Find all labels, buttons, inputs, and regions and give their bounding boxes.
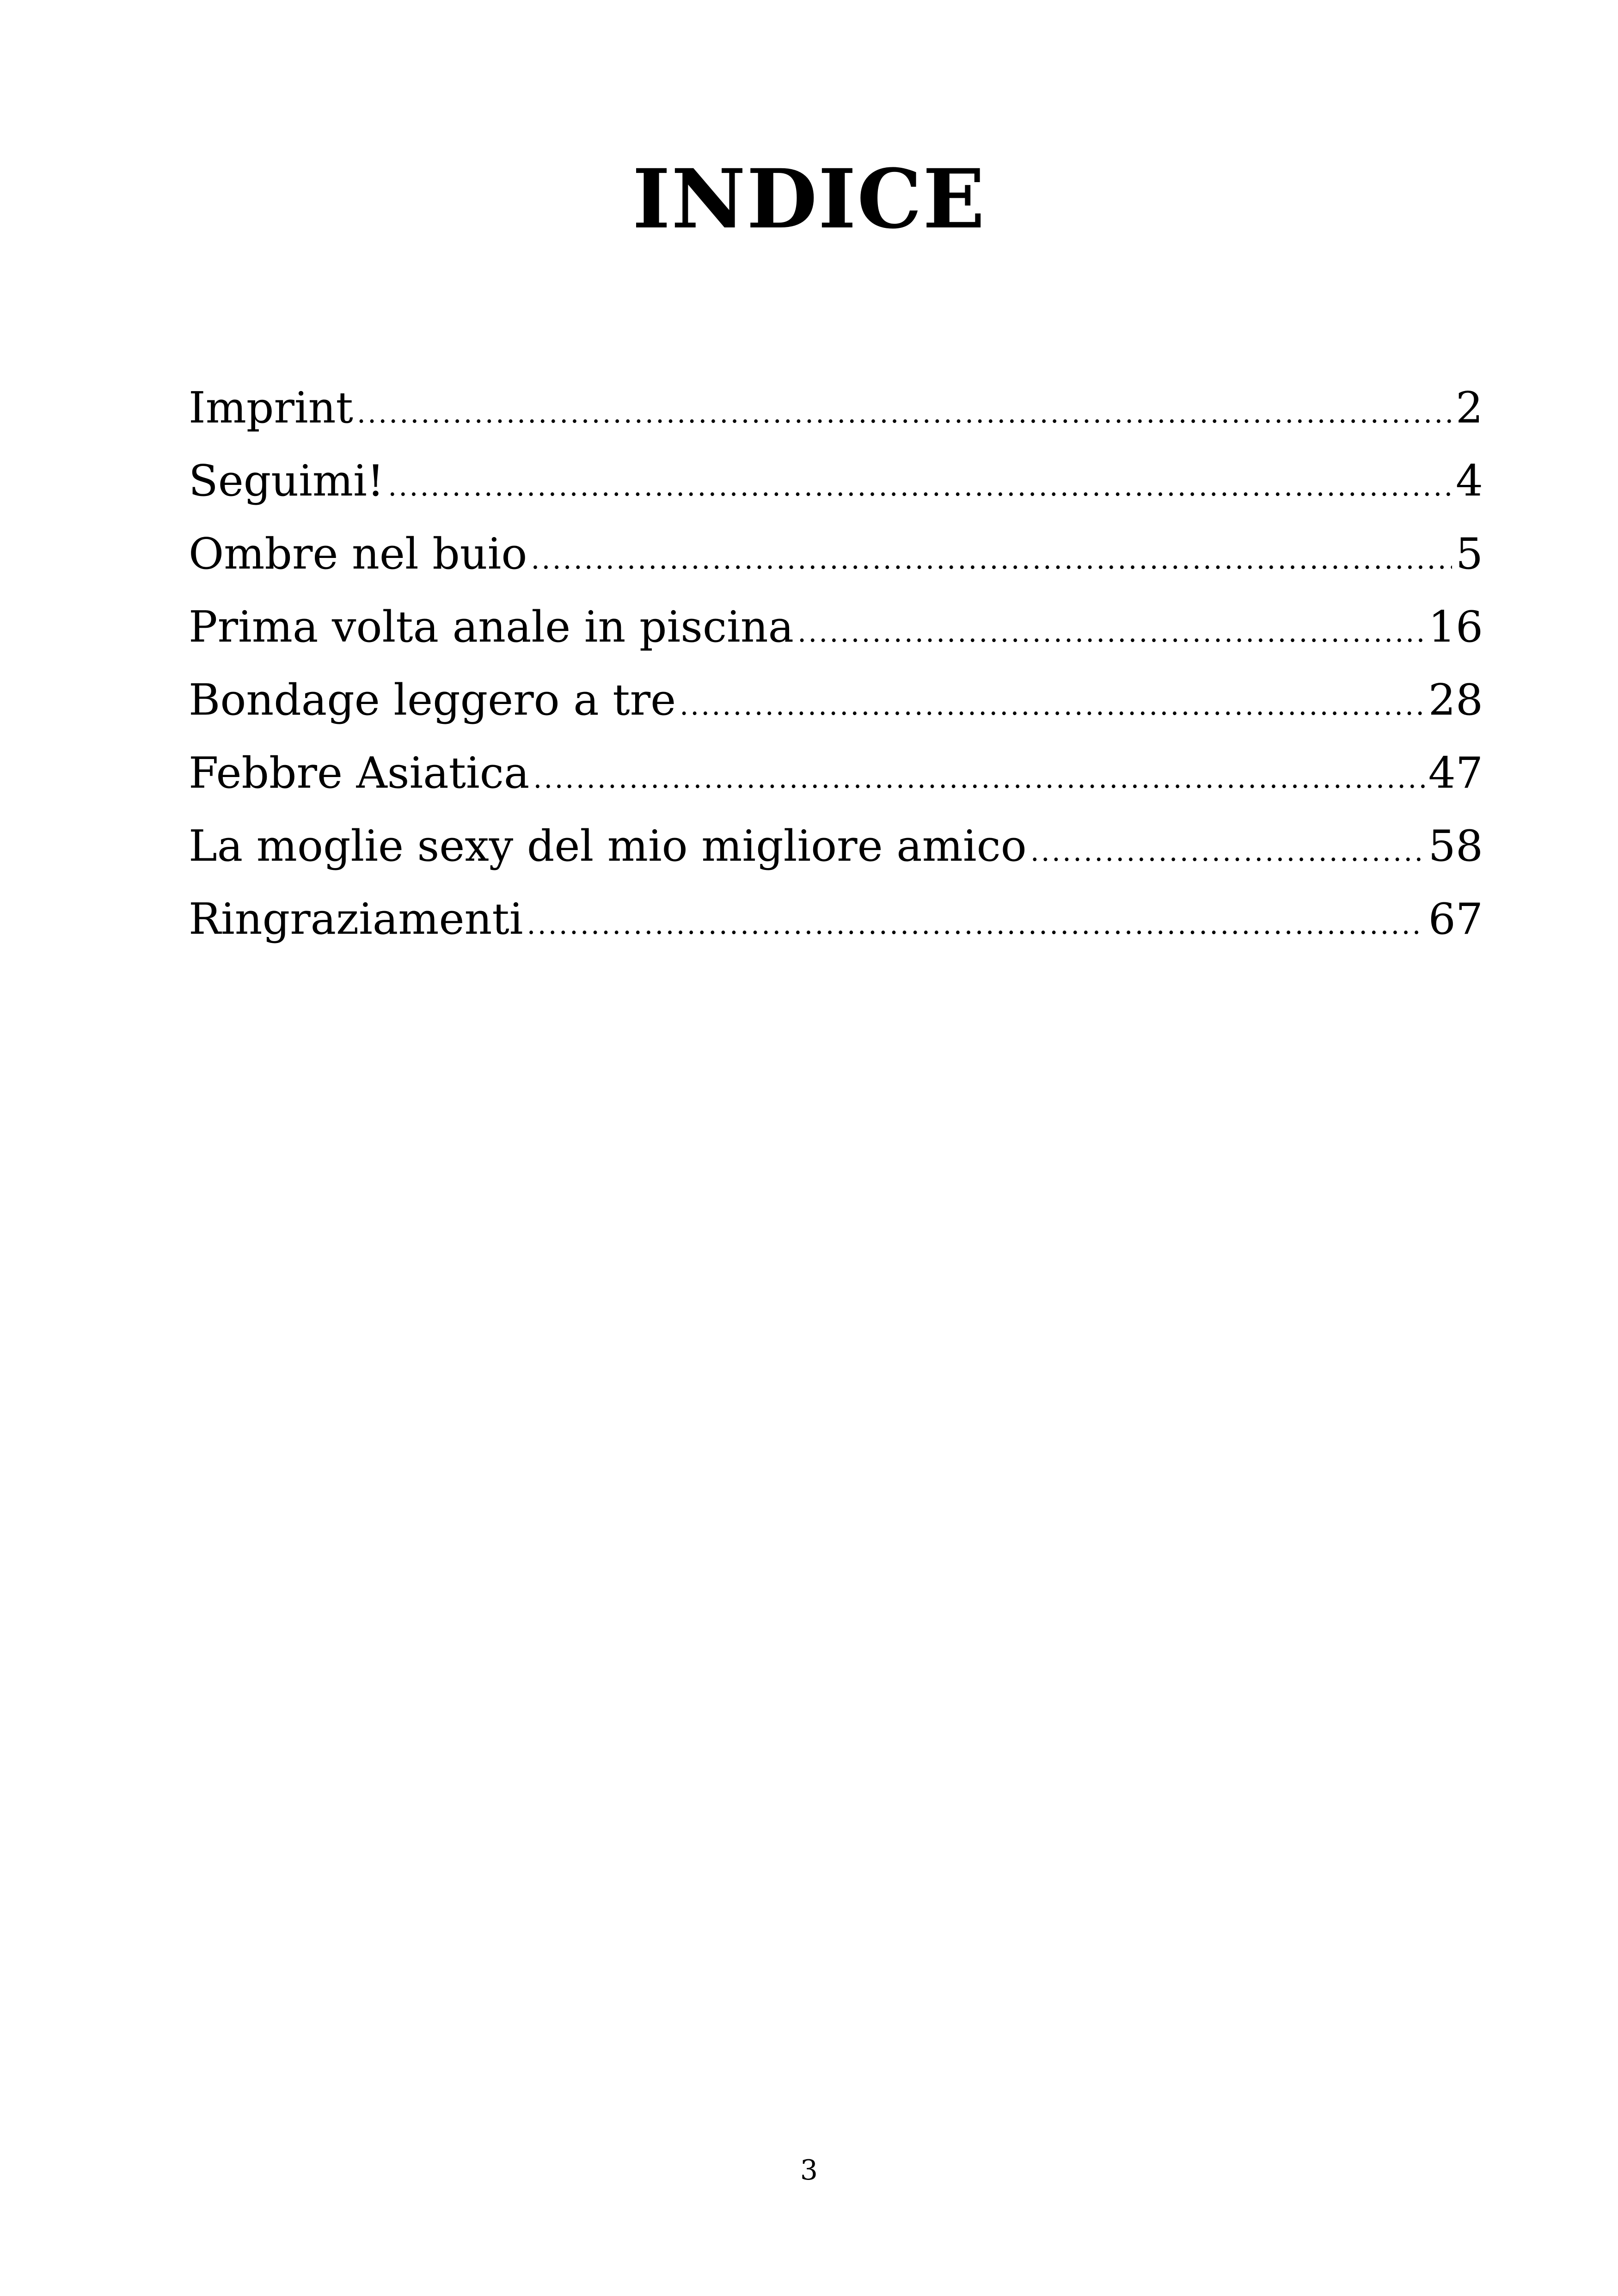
- toc-entry-page: 2: [1455, 383, 1483, 433]
- toc-entry-label: Prima volta anale in piscina: [189, 602, 794, 652]
- toc-entry-page: 16: [1428, 602, 1483, 652]
- toc-entry-prima-volta[interactable]: [189, 590, 1483, 663]
- page-title: INDICE: [632, 151, 986, 247]
- toc-entry-label: La moglie sexy del mio migliore amico: [189, 821, 1027, 871]
- toc-entry-label: Seguimi!: [189, 456, 385, 506]
- toc-entry-page: 28: [1428, 675, 1483, 725]
- toc-entry-label: Ombre nel buio: [189, 529, 527, 579]
- toc-entry-ombre-nel-buio[interactable]: [189, 517, 1483, 590]
- page-number: 3: [800, 2154, 818, 2186]
- toc-entry-seguimi[interactable]: [189, 444, 1483, 517]
- toc-entry-page: 4: [1455, 456, 1483, 506]
- toc-entry-page: 67: [1428, 894, 1483, 944]
- toc-entry-page: 5: [1455, 529, 1483, 579]
- toc-dot-leader: [527, 911, 1425, 938]
- toc-entry-bondage[interactable]: [189, 663, 1483, 736]
- toc-entry-page: 58: [1428, 821, 1483, 871]
- toc-dot-leader: [680, 692, 1425, 719]
- toc-dot-leader: [357, 399, 1452, 427]
- toc-dot-leader: [388, 472, 1452, 500]
- toc-dot-leader: [1030, 838, 1425, 865]
- toc-entry-label: Febbre Asiatica: [189, 748, 530, 798]
- toc-entry-imprint[interactable]: [189, 371, 1483, 444]
- toc-entry-label: Bondage leggero a tre: [189, 675, 676, 725]
- toc-entry-label: Ringraziamenti: [189, 894, 523, 944]
- toc-dot-leader: [797, 618, 1425, 646]
- toc-entry-page: 47: [1428, 748, 1483, 798]
- toc-dot-leader: [531, 545, 1452, 573]
- toc-entry-label: Imprint: [189, 383, 353, 433]
- toc-dot-leader: [533, 765, 1424, 792]
- toc-entry-febbre-asiatica[interactable]: [189, 736, 1483, 809]
- table-of-contents: [189, 371, 1483, 955]
- toc-entry-la-moglie[interactable]: [189, 809, 1483, 882]
- toc-entry-ringraziamenti[interactable]: [189, 882, 1483, 955]
